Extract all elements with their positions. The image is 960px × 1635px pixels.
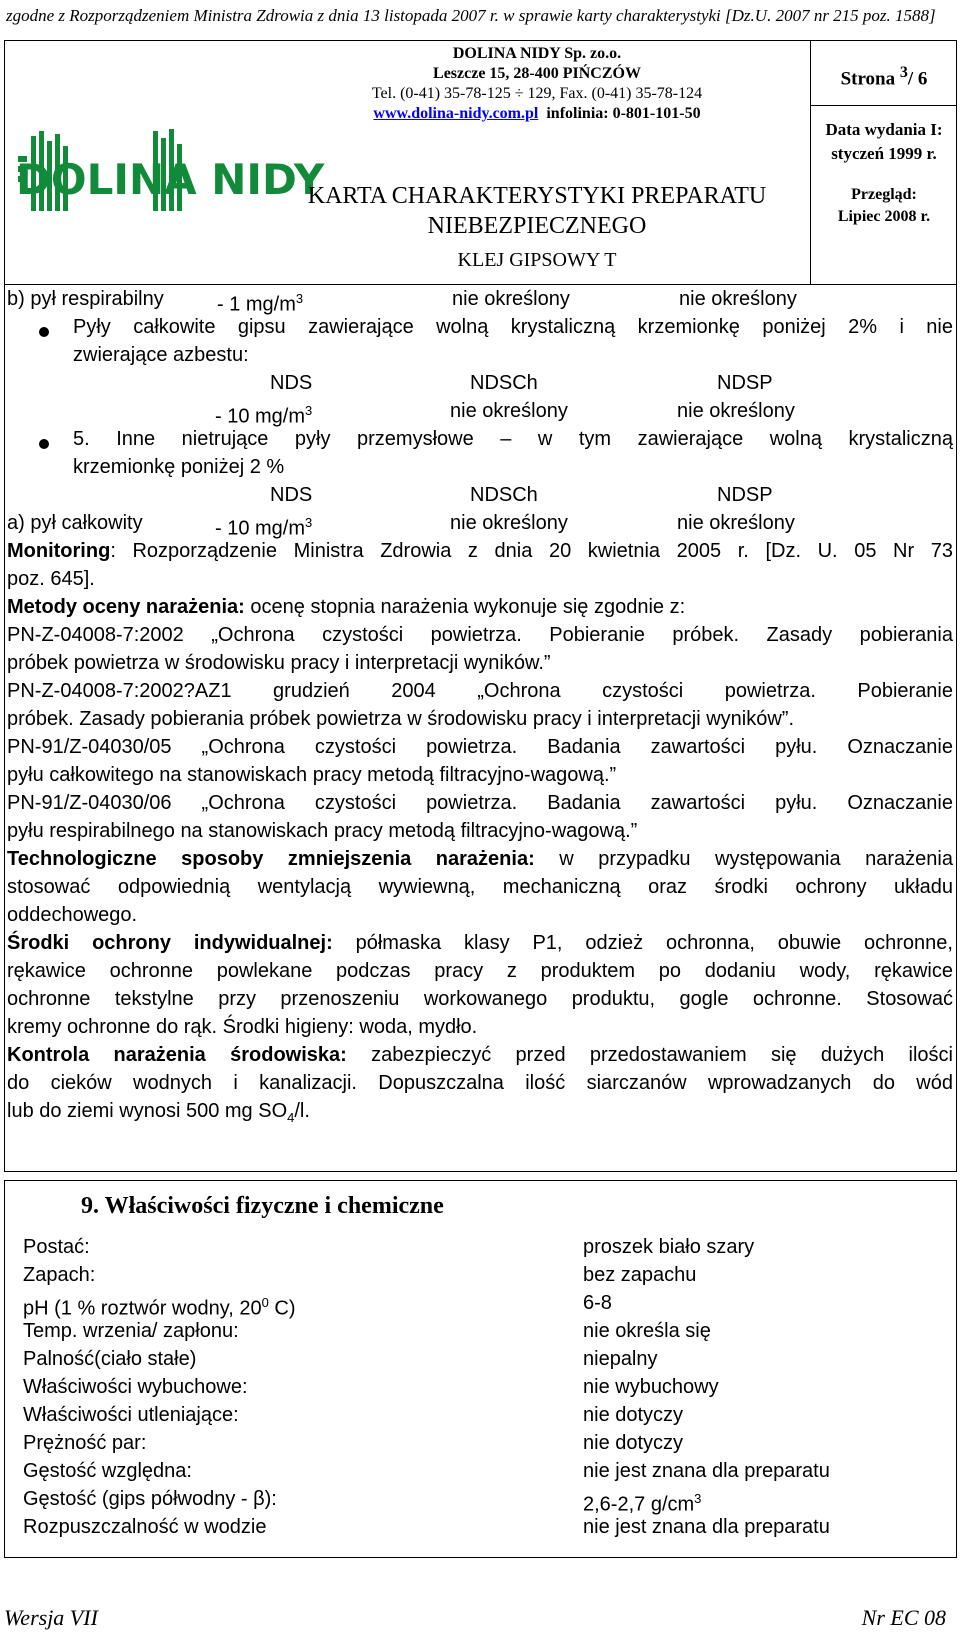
bullet (39, 327, 49, 337)
label: Metody oceny narażenia: (7, 596, 245, 618)
exposure-section (4, 285, 957, 1172)
text: zabezpieczyć przed przedostawaniem się dużych ilości (346, 1044, 953, 1066)
text: w przypadku występowania narażenia (534, 848, 953, 870)
superscript: 0 (261, 1295, 269, 1310)
company-phone: Tel. (0-41) 35-78-125 ÷ 129, Fax. (0-41) 35-78-124 (371, 85, 703, 102)
nds: NDS (270, 484, 313, 506)
property-value: proszek biało szary (583, 1236, 755, 1258)
ndsp: NDSP (717, 484, 773, 506)
text: pyłu respirabilnego na stanowiskach pracy metodą filtracyjno-wagową.” (7, 820, 638, 842)
property-value: bez zapachu (583, 1264, 697, 1286)
text: ocenę stopnia narażenia wykonuje się zgodnie z: (244, 596, 686, 618)
ndsp: nie określony (679, 288, 797, 310)
property-value: niepalny (583, 1348, 658, 1370)
property-value: nie wybuchowy (583, 1376, 719, 1398)
label: Środki ochrony indywidualnej: (7, 932, 333, 954)
document-title: KARTA CHARAKTERYSTYKI PREPARATU NIEBEZPIECZNEGO (307, 183, 767, 239)
value-row (7, 509, 953, 540)
property-name: Postać: (23, 1236, 90, 1258)
sup: 3 (305, 403, 313, 418)
physical-properties-section (4, 1180, 957, 1558)
ndsch: NDSCh (470, 484, 538, 506)
property-value: nie jest znana dla preparatu (583, 1460, 830, 1482)
footer-ec-number: Nr EC 08 (861, 1605, 946, 1630)
ndsch: nie określony (450, 400, 568, 422)
text: ochronne tekstylne przy przenoszeniu workowanego produktu, gogle ochronne. Stosować (7, 988, 953, 1010)
ndsp: NDSP (717, 372, 773, 394)
tech-measures (7, 845, 953, 873)
text (7, 1097, 310, 1132)
property-name: Właściwości utleniające: (23, 1404, 239, 1426)
issue-date (811, 118, 957, 166)
text: rękawice ochronne powlekane podczas pracy z produktem po dodaniu wody, rękawice (7, 960, 953, 982)
company-info (267, 41, 807, 124)
text: pyłu całkowitego na stanowiskach pracy metodą filtracyjno-wagową.” (7, 764, 617, 786)
text: poz. 645]. (7, 568, 95, 590)
company-website-link[interactable]: www.dolina-nidy.com.pl (373, 105, 539, 122)
ndsp: nie określony (677, 512, 795, 534)
property-name: Temp. wrzenia/ zapłonu: (23, 1320, 239, 1342)
dolina-nidy-logo (13, 126, 325, 216)
text: próbek powietrza w środowisku pracy i interpretacji wyników.” (7, 652, 551, 674)
property-name: Zapach: (23, 1264, 96, 1286)
property-value: nie określa się (583, 1320, 711, 1342)
text: zwierające azbestu: (73, 344, 249, 366)
text: b) pył respirabilny (7, 288, 164, 310)
company-name: DOLINA NIDY Sp. zo.o. (452, 45, 622, 62)
text: : Rozporządzenie Ministra Zdrowia z dnia 20 kwietnia 2005 r. [Dz. U. 05 Nr 73 (110, 540, 953, 562)
issue-value: styczeń 1999 r. (831, 144, 937, 163)
logo-text: DOLINA NIDY (16, 155, 325, 204)
monitoring (7, 537, 953, 565)
property-name: Prężność par: (23, 1432, 147, 1454)
text: Pyły całkowite gipsu zawierające wolną krystaliczną krzemionkę poniżej 2% i nie (73, 316, 953, 338)
property-value: nie jest znana dla preparatu (583, 1516, 830, 1538)
product-name: KLEJ GIPSOWY T (457, 249, 617, 271)
page-current: 3 (899, 64, 908, 81)
text: /l. (294, 1100, 310, 1122)
label: Kontrola narażenia środowiska: (7, 1044, 347, 1066)
sup: 3 (295, 291, 304, 306)
page-label: Strona (840, 68, 896, 90)
property-value: nie dotyczy (583, 1404, 684, 1426)
property-value: 2,6-2,7 $g/cm^3$ (583, 1491, 702, 1516)
page-number (811, 41, 957, 106)
text: PN-Z-04008-7:2002 „Ochrona czystości powietrza. Pobieranie próbek. Zasady pobierania (7, 624, 953, 646)
bullet (39, 439, 49, 449)
text: - 10 mg/m (215, 517, 306, 540)
property-value: nie dotyczy (583, 1432, 684, 1454)
company-infoline: infolinia: 0-801-101-50 (546, 105, 701, 122)
text: półmaska klasy P1, odzież ochronna, obuwie ochronne, (332, 932, 953, 954)
superscript: 3 (694, 1491, 702, 1506)
review-label: Przegląd: (851, 186, 917, 203)
issue-label: Data wydania I: (825, 120, 943, 139)
property-name: Gęstość względna: (23, 1460, 192, 1482)
document-header (4, 40, 957, 285)
property-name: Gęstość (gips półwodny - β): (23, 1488, 277, 1510)
review-value: Lipiec 2008 r. (837, 208, 931, 225)
label: Monitoring (7, 540, 111, 562)
property-value: 6-8 (583, 1292, 612, 1314)
footer-version: Wersja VII (4, 1605, 98, 1630)
property-name: Rozpuszczalność w wodzie (23, 1516, 267, 1538)
label: Technologiczne sposoby zmniejszenia narażenia: (7, 848, 535, 870)
review-date (811, 184, 957, 228)
ndsch: nie określony (452, 288, 570, 310)
document-meta (810, 41, 957, 284)
text: krzemionkę poniżej 2 % (73, 456, 285, 478)
page-total: / 6 (907, 68, 928, 90)
text: - 10 mg/m (215, 405, 306, 428)
methods (7, 593, 685, 621)
company-address: Leszcze 15, 28-400 PIŃCZÓW (433, 65, 641, 82)
env-control (7, 1041, 953, 1069)
text: 5. Inne nietrujące pyły przemysłowe – w tym zawierające wolną krystaliczną (73, 428, 953, 450)
text: PN-Z-04008-7:2002?AZ1 grudzień 2004 „Ochrona czystości powietrza. Pobieranie (7, 680, 953, 702)
property-name: Palność(ciało stałe) (23, 1348, 197, 1370)
ndsp: nie określony (677, 400, 795, 422)
text: a) pył całkowity (7, 512, 143, 534)
section-heading: 9. Właściwości fizyczne i chemiczne (81, 1193, 444, 1219)
property-name: Właściwości wybuchowe: (23, 1376, 248, 1398)
text: C) (268, 1297, 296, 1320)
ndsch: NDSCh (470, 372, 538, 394)
text: PN-91/Z-04030/05 „Ochrona czystości powietrza. Badania zawartości pyłu. Oznaczanie (7, 736, 953, 758)
sub: 4 (287, 1110, 295, 1125)
text: oddechowego. (7, 904, 138, 926)
property-name: pH (1 % roztwór wodny, $20^0$ C) (23, 1295, 296, 1320)
text: do cieków wodnych i kanalizacji. Dopuszczalna ilość siarczanów wprowadzanych do wód (7, 1072, 953, 1094)
sup: 3 (305, 515, 313, 530)
ndsch: nie określony (450, 512, 568, 534)
nds: NDS (270, 372, 313, 394)
text: PN-91/Z-04030/06 „Ochrona czystości powietrza. Badania zawartości pyłu. Oznaczanie (7, 792, 953, 814)
text: kremy ochronne do rąk. Środki higieny: woda, mydło. (7, 1016, 478, 1038)
line-respirable (7, 285, 797, 316)
ppe (7, 929, 953, 957)
regulation-note: zgodne z Rozporządzeniem Ministra Zdrowia z dnia 13 listopada 2007 r. w sprawie karty charakterystyki [Dz.U. 2007 nr 215 poz. 1588] (6, 6, 936, 25)
text: lub do ziemi wynosi 500 mg SO (7, 1100, 288, 1122)
text: - 1 mg/m (217, 293, 296, 316)
text: stosować odpowiednią wentylacją wywiewną, mechaniczną oraz środki ochrony układu (7, 876, 953, 898)
text: próbek. Zasady pobierania próbek powietrza w środowisku pracy i interpretacji wyników”. (7, 708, 795, 730)
